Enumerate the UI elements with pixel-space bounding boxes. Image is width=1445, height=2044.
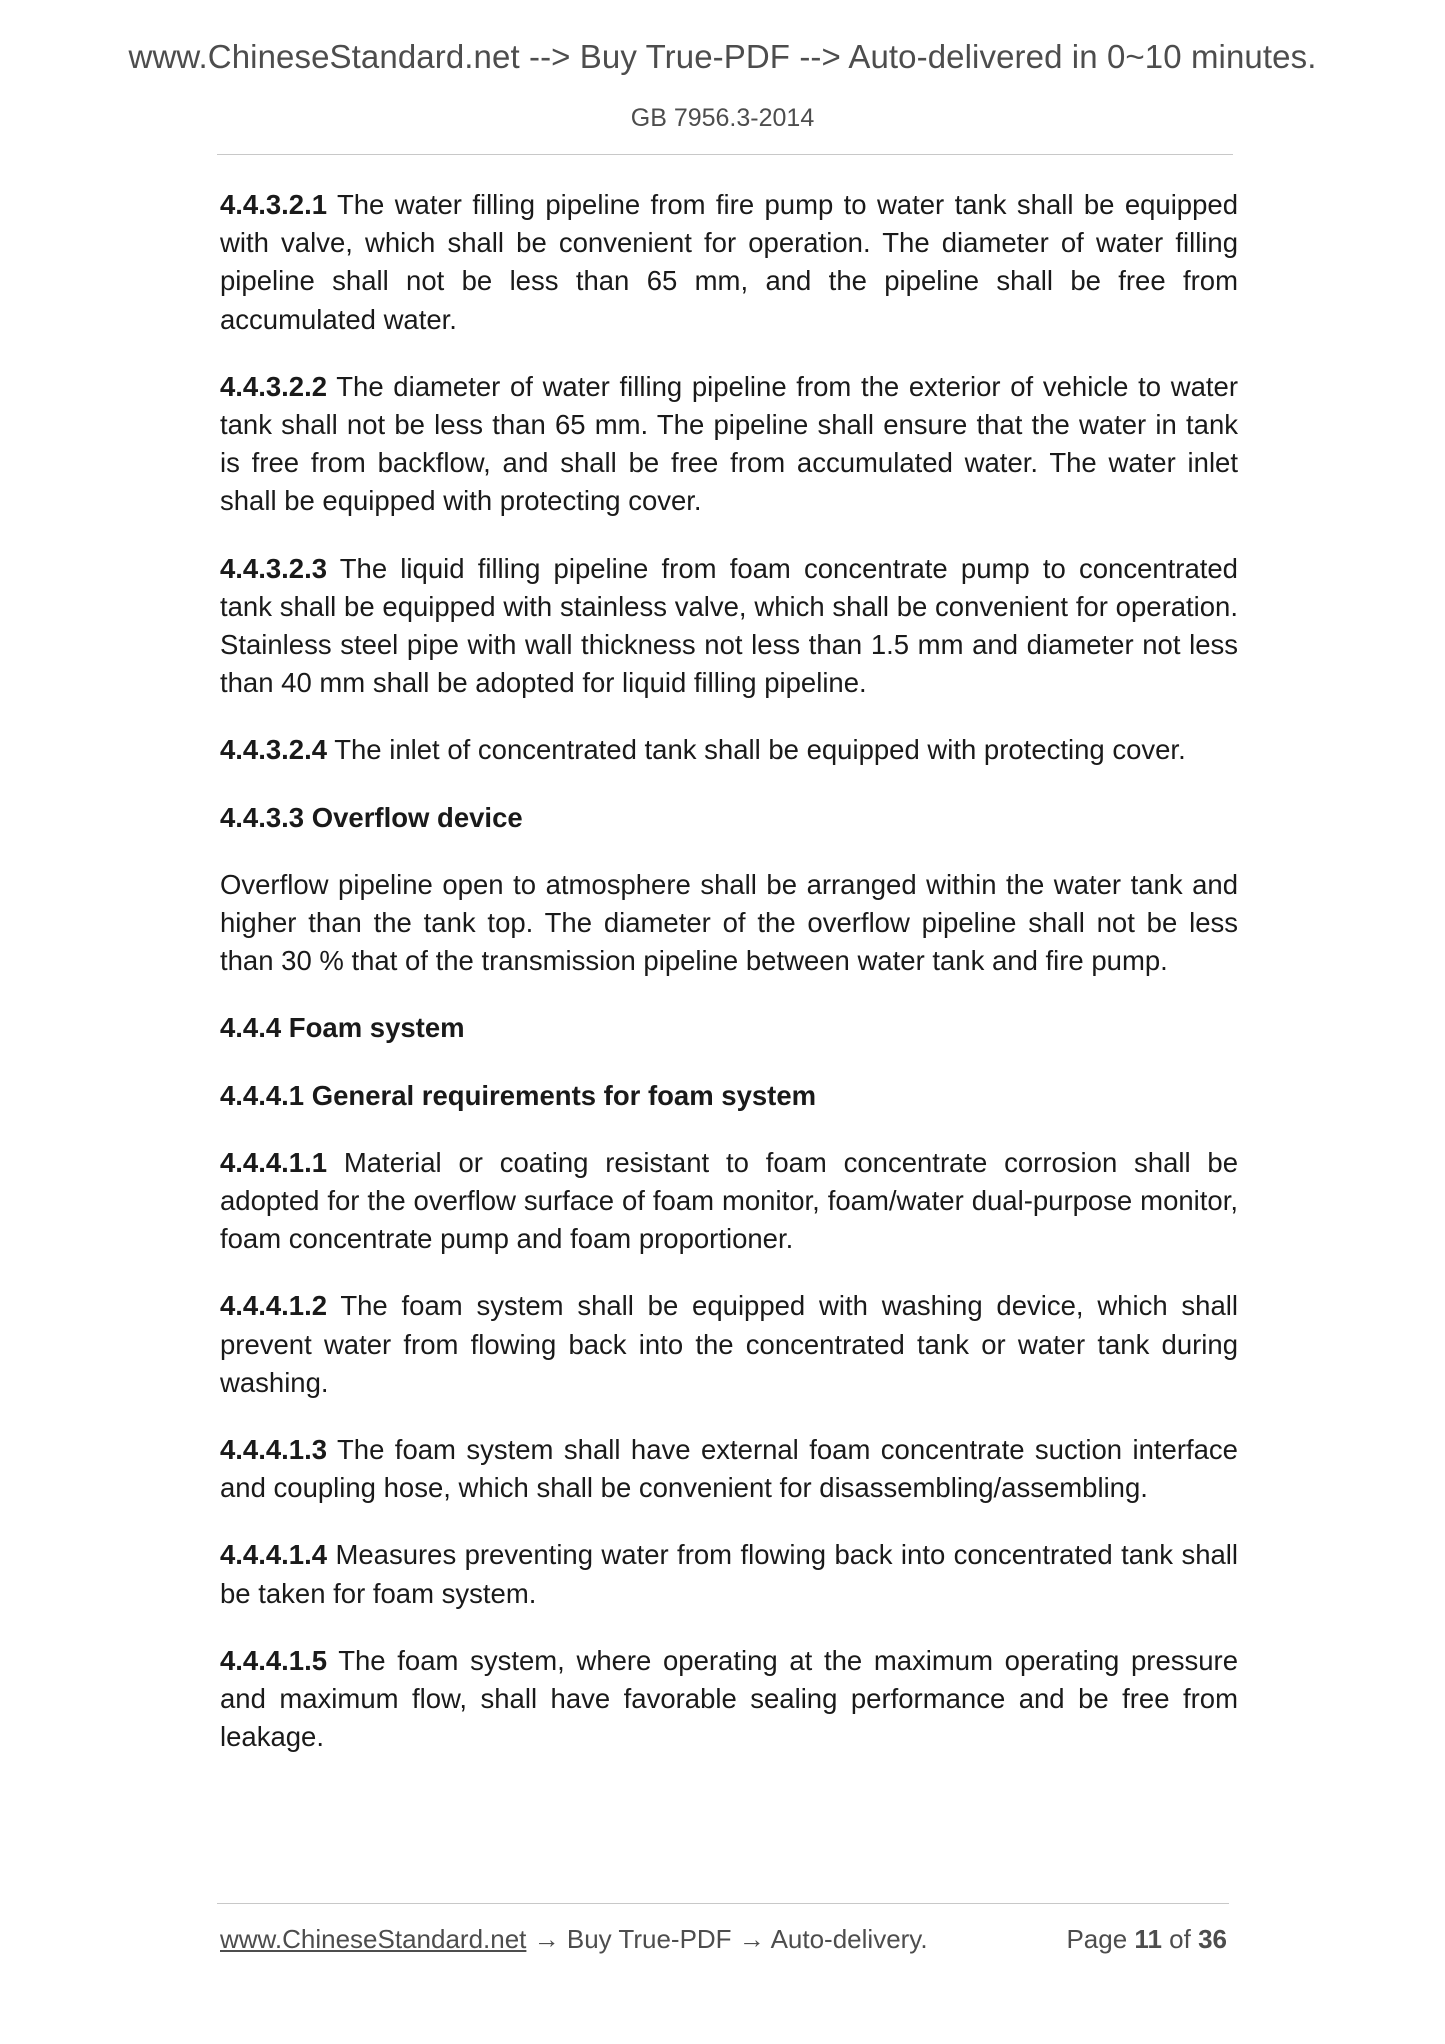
clause-text: Material or coating resistant to foam concentrate corrosion shall be adopted for the overflow surface of foam monitor, foam/water dual-purpose monitor, foam concentrate pump and foam proportioner. (220, 1146, 1239, 1255)
clause-number: 4.4.4.1.2 (220, 1290, 328, 1322)
header-divider (217, 154, 1233, 155)
clause-text: The foam system shall have external foam concentrate suction interface and coupling hose, which shall be convenient for disassembling/assembling. (220, 1434, 1238, 1504)
clause-number: 4.4.4.1.3 (220, 1434, 328, 1466)
section-heading: 4.4.3.3 Overflow device (220, 801, 523, 833)
clause-number: 4.4.4.1.5 (220, 1644, 328, 1676)
clause-paragraph (220, 186, 1238, 339)
clause-paragraph (220, 1144, 1238, 1259)
clause-number: 4.4.3.2.2 (220, 370, 328, 402)
clause-text: The foam system shall be equipped with washing device, which shall prevent water from flowing back into the concentrated tank or water tank during washing. (220, 1290, 1238, 1398)
clause-text: The water filling pipeline from fire pump to water tank shall be equipped with valve, which shall be convenient for operation. The diameter of water filling pipeline shall not be less than 65 mm, and the pipeline shall be free from accumulated water. (220, 189, 1238, 335)
page-word: Page (1066, 1924, 1128, 1954)
clause-text: The foam system, where operating at the maximum operating pressure and maximum flow, shall have favorable sealing performance and be free from leakage. (220, 1644, 1238, 1753)
clause-text: The inlet of concentrated tank shall be equipped with protecting cover. (334, 734, 1186, 766)
clause-number: 4.4.4.1.4 (220, 1539, 328, 1571)
footer-divider (217, 1903, 1229, 1904)
clause-number: 4.4.3.2.3 (220, 552, 328, 584)
of-word: of (1169, 1924, 1191, 1954)
page-number: 11 (1134, 1924, 1162, 1954)
clause-number: 4.4.3.2.4 (220, 734, 328, 766)
clause-text: Measures preventing water from flowing back into concentrated tank shall be taken for foam system. (220, 1539, 1238, 1609)
clause-text: The diameter of water filling pipeline from the exterior of vehicle to water tank shall not be less than 65 mm. The pipeline shall ensure that the water in tank is free from backflow, and shall be free from accumulated water. The water inlet shall be equipped with protecting cover. (220, 370, 1238, 517)
clause-paragraph (220, 1287, 1238, 1402)
clause-paragraph (220, 731, 1238, 769)
page-body (220, 186, 1238, 1786)
footer-site-link[interactable]: www.ChineseStandard.net (220, 1924, 527, 1954)
document-code: GB 7956.3-2014 (630, 104, 815, 132)
page-indicator (1066, 1924, 1227, 1955)
clause-paragraph (220, 1642, 1238, 1757)
section-heading: 4.4.4 Foam system (220, 1012, 465, 1044)
clause-paragraph (220, 1536, 1238, 1612)
section-heading: 4.4.4.1 General requirements for foam system (220, 1079, 817, 1111)
footer-tagline: → Buy True-PDF → Auto-delivery. (526, 1924, 928, 1954)
clause-text: The liquid filling pipeline from foam concentrate pump to concentrated tank shall be equipped with stainless valve, which shall be convenient for operation. Stainless steel pipe with wall thickness not less than 1.5 mm and diameter not less than 40 mm shall be adopted for liquid filling pipeline. (220, 552, 1238, 699)
clause-number: 4.4.3.2.1 (220, 189, 328, 220)
clause-paragraph (220, 1431, 1238, 1507)
top-banner: www.ChineseStandard.net --> Buy True-PDF --> Auto-delivered in 0~10 minutes. (128, 38, 1317, 75)
clause-number: 4.4.4.1.1 (220, 1146, 328, 1178)
page-total: 36 (1198, 1924, 1227, 1954)
clause-paragraph (220, 368, 1238, 521)
body-paragraph: Overflow pipeline open to atmosphere shall be arranged within the water tank and higher than the tank top. The diameter of the overflow pipeline shall not be less than 30 % that of the transmission pipeline between water tank and fire pump. (220, 868, 1238, 977)
clause-paragraph (220, 550, 1238, 703)
page-footer (220, 1924, 1232, 1955)
